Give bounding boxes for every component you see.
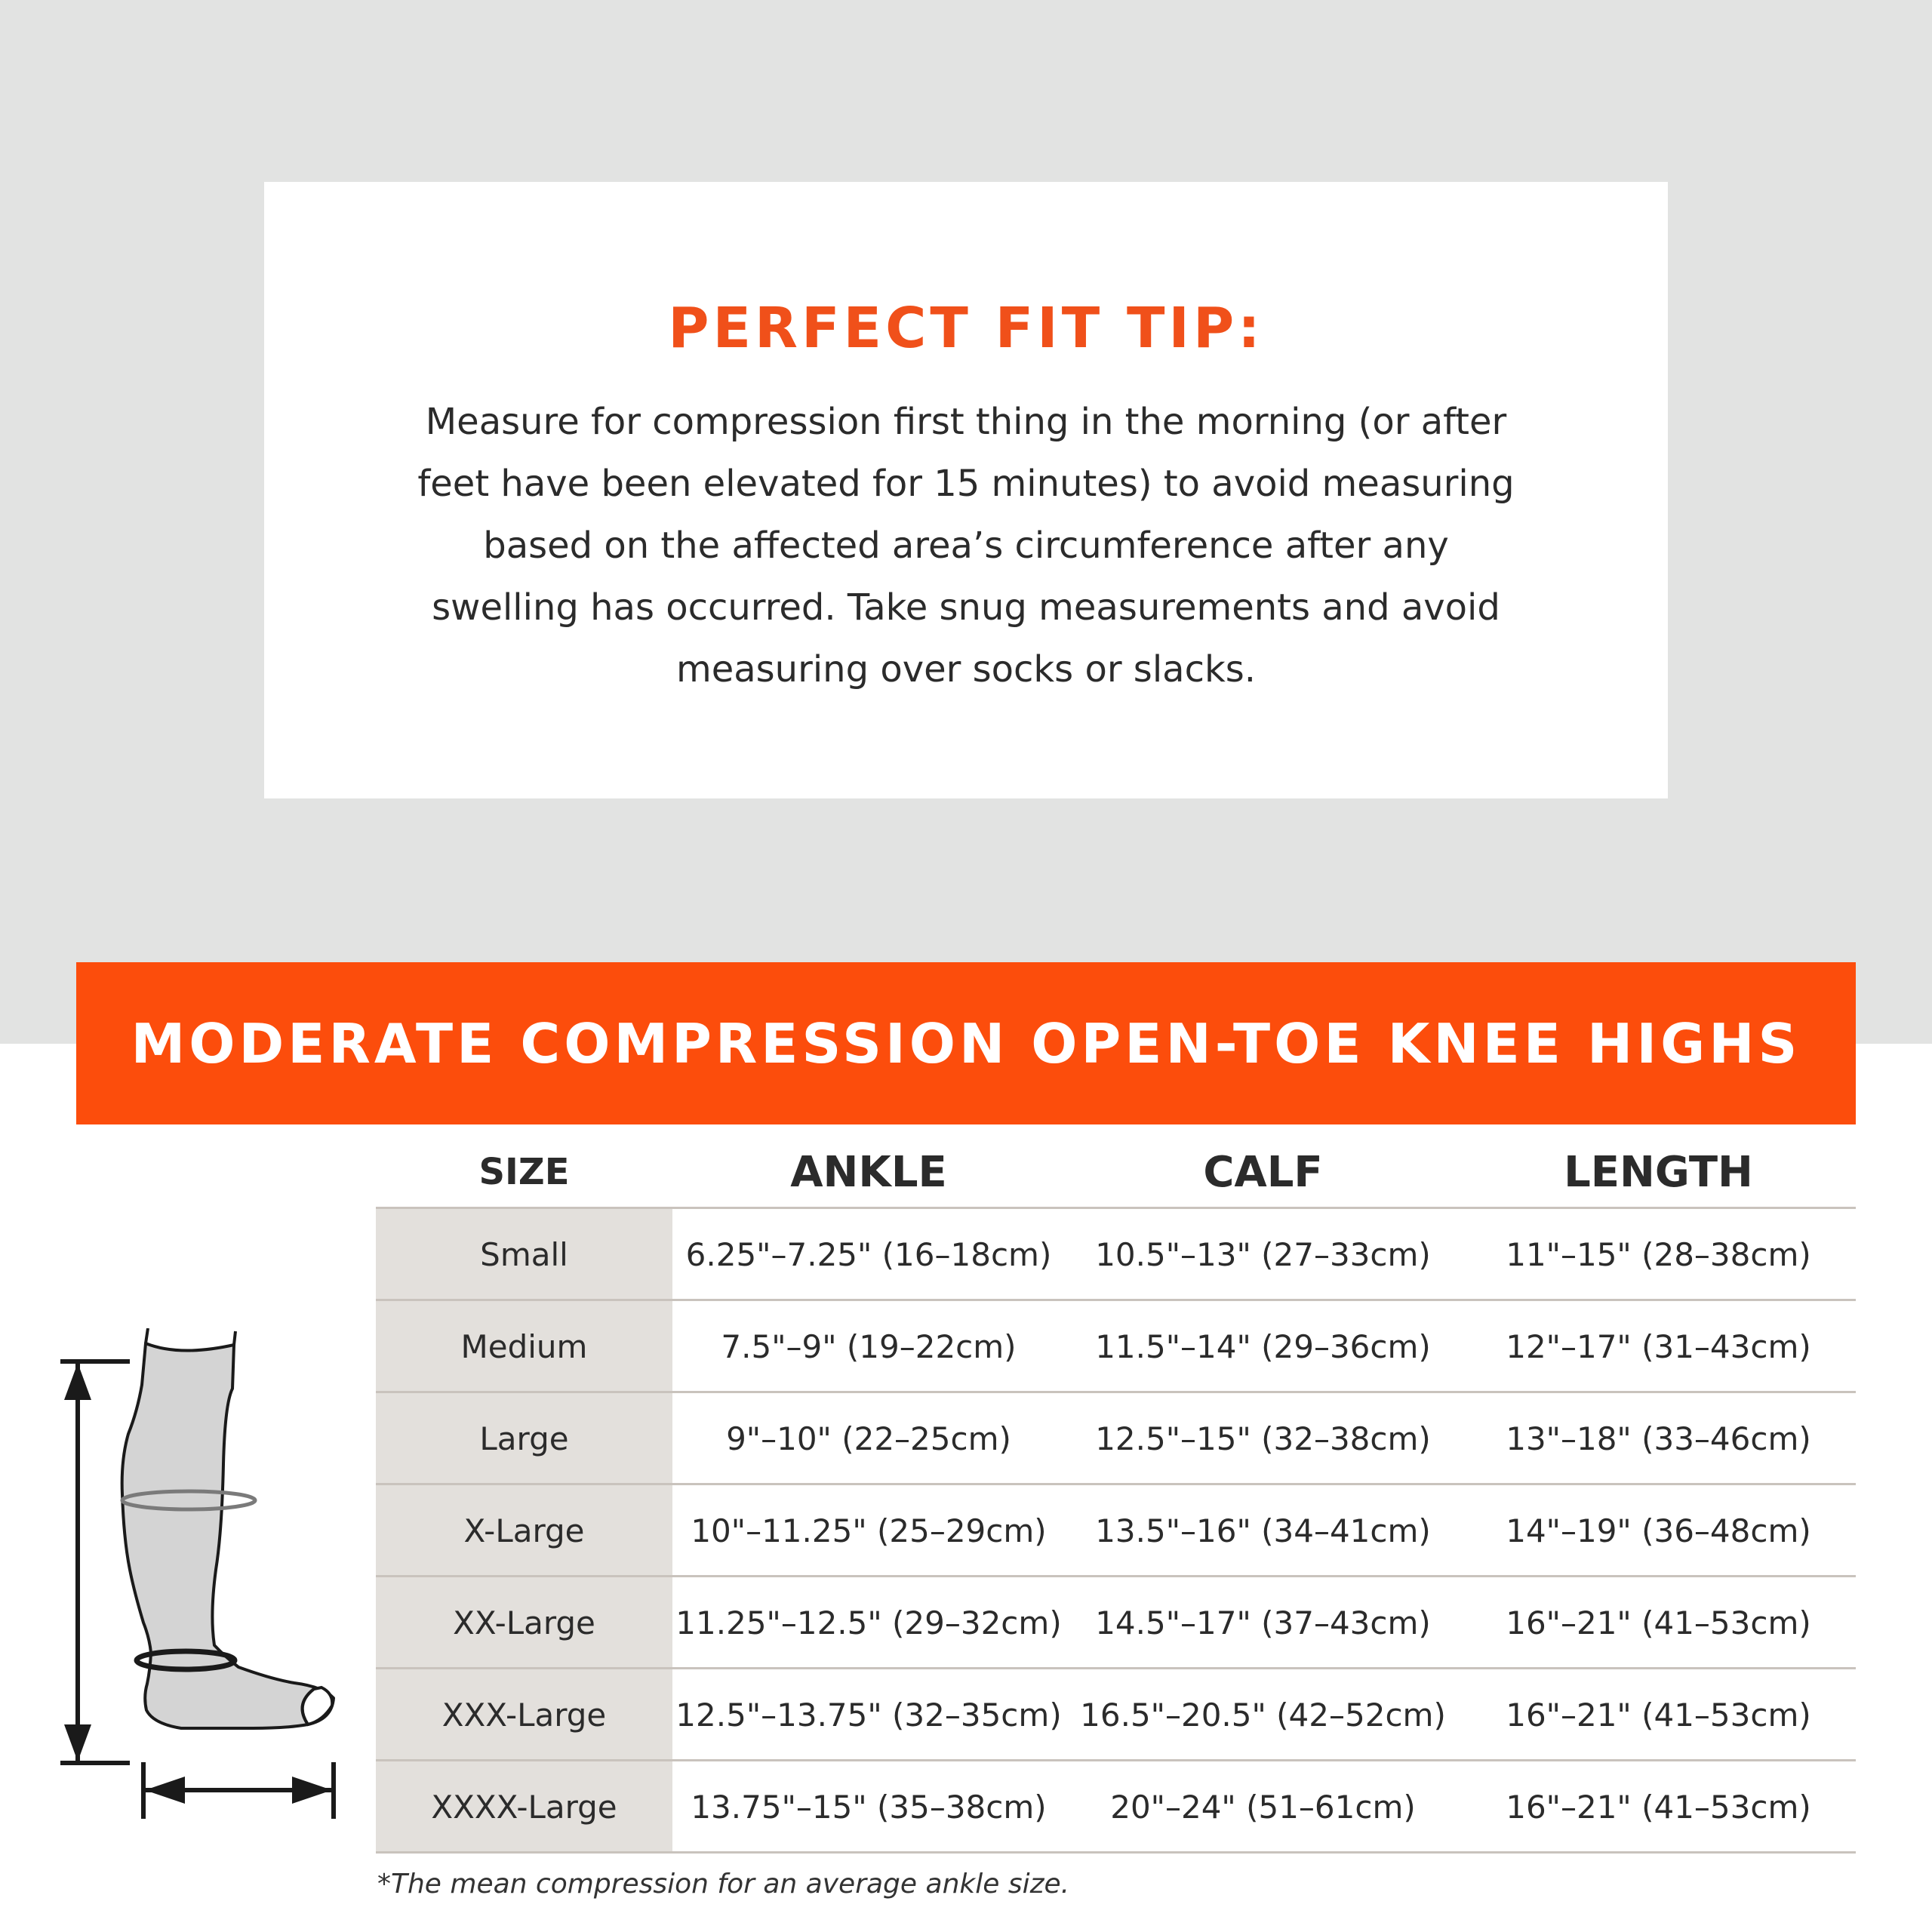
fit-tip-title: PERFECT FIT TIP: <box>668 296 1264 361</box>
table-row <box>376 1300 1856 1392</box>
size-cell: Large <box>479 1420 569 1457</box>
header-size: SIZE <box>478 1151 570 1193</box>
leg-measurement-icon <box>60 1328 347 1819</box>
length-cell: 14"–19" (36–48cm) <box>1506 1512 1811 1549</box>
ankle-cell: 6.25"–7.25" (16–18cm) <box>685 1235 1052 1273</box>
fit-tip-body: Measure for compression first thing in the morning (or after feet have been elevated for 15 minutes) to avoid measuring based on the affected area’s circumference after any swelling has occurred. Take snug measurements and avoid measuring over socks or slacks. <box>417 401 1515 691</box>
ankle-cell: 10"–11.25" (25–29cm) <box>691 1512 1047 1549</box>
calf-cell: 11.5"–14" (29–36cm) <box>1095 1327 1431 1365</box>
length-cell: 16"–21" (41–53cm) <box>1506 1696 1811 1734</box>
table-row <box>376 1392 1856 1484</box>
size-cell: XXXX-Large <box>431 1788 617 1826</box>
length-cell: 13"–18" (33–46cm) <box>1506 1420 1811 1457</box>
table-header-row <box>376 1136 1856 1208</box>
size-chart-title: MODERATE COMPRESSION OPEN-TOE KNEE HIGHS <box>131 1011 1801 1075</box>
length-cell: 12"–17" (31–43cm) <box>1506 1327 1811 1365</box>
calf-cell: 12.5"–15" (32–38cm) <box>1095 1420 1431 1457</box>
length-cell: 16"–21" (41–53cm) <box>1506 1788 1811 1826</box>
table-row <box>376 1669 1856 1761</box>
table-row <box>376 1761 1856 1853</box>
ankle-cell: 11.25"–12.5" (29–32cm) <box>675 1604 1062 1641</box>
size-chart-title-band <box>76 962 1856 1124</box>
ankle-cell: 13.75"–15" (35–38cm) <box>691 1788 1047 1826</box>
calf-cell: 13.5"–16" (34–41cm) <box>1095 1512 1431 1549</box>
size-cell: XXX-Large <box>441 1696 607 1734</box>
calf-cell: 14.5"–17" (37–43cm) <box>1095 1604 1431 1641</box>
ankle-cell: 9"–10" (22–25cm) <box>726 1420 1011 1457</box>
calf-cell: 10.5"–13" (27–33cm) <box>1095 1235 1431 1273</box>
ankle-cell: 7.5"–9" (19–22cm) <box>721 1327 1017 1365</box>
calf-cell: 16.5"–20.5" (42–52cm) <box>1080 1696 1446 1734</box>
header-length: LENGTH <box>1564 1147 1753 1197</box>
calf-cell: 20"–24" (51–61cm) <box>1110 1788 1416 1826</box>
ankle-cell: 12.5"–13.75" (32–35cm) <box>675 1696 1062 1734</box>
size-cell: Medium <box>460 1327 588 1365</box>
size-cell: XX-Large <box>453 1604 595 1641</box>
length-cell: 11"–15" (28–38cm) <box>1506 1235 1811 1273</box>
size-cell: X-Large <box>463 1512 585 1549</box>
length-cell: 16"–21" (41–53cm) <box>1506 1604 1811 1641</box>
table-row <box>376 1577 1856 1669</box>
header-ankle: ANKLE <box>790 1147 947 1197</box>
header-calf: CALF <box>1203 1147 1323 1197</box>
table-row <box>376 1484 1856 1577</box>
table-divider <box>376 1851 1856 1854</box>
size-cell: Small <box>480 1235 568 1273</box>
table-row <box>376 1208 1856 1300</box>
footnote: *The mean compression for an average ankle size. <box>377 1869 1070 1900</box>
